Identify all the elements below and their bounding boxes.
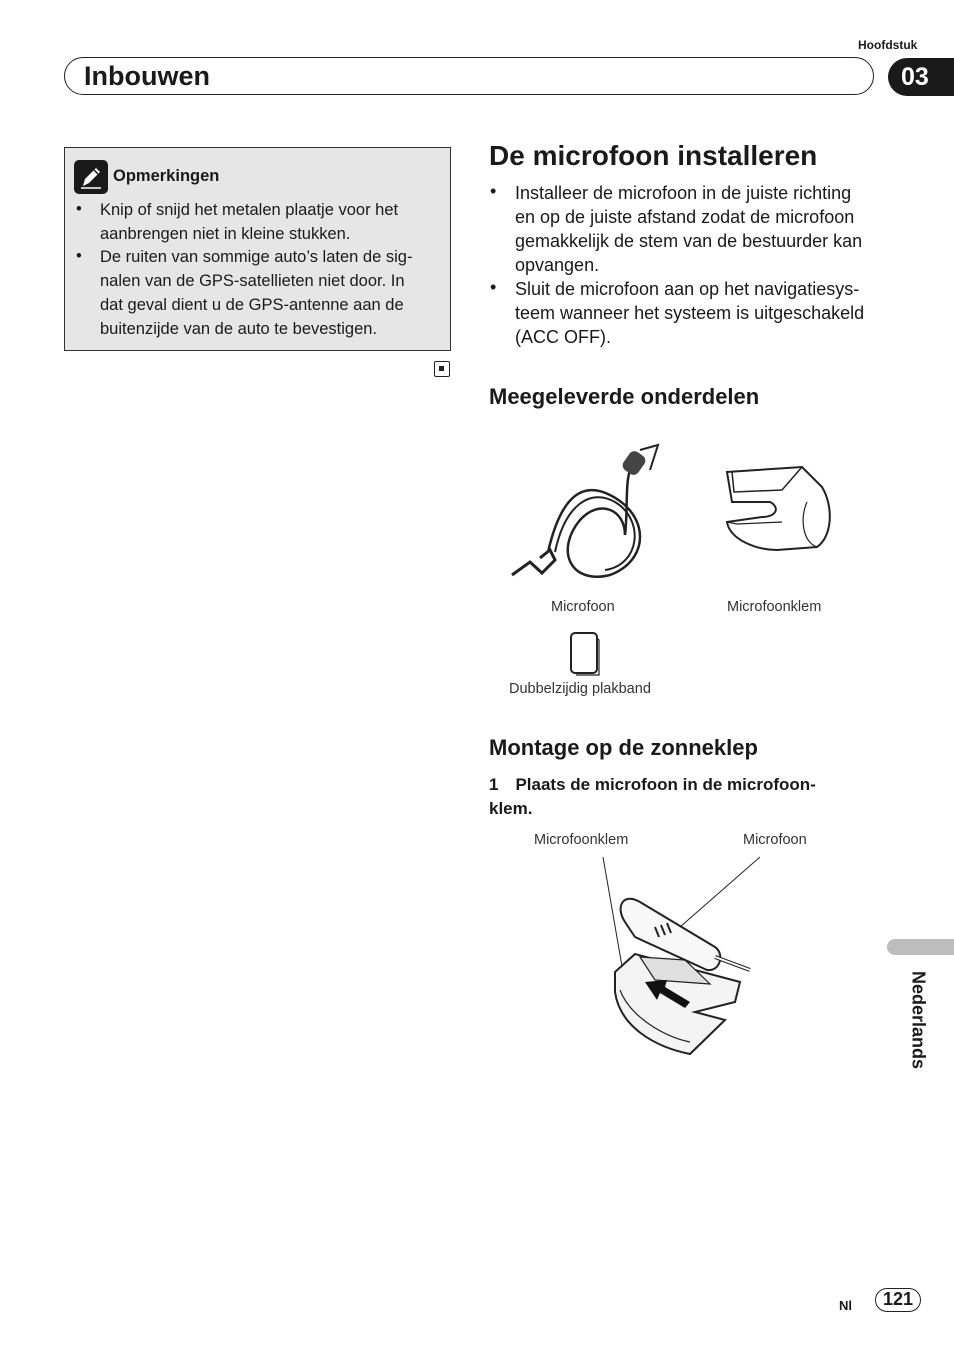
main-heading: De microfoon installeren (489, 140, 818, 171)
tape-illustration (568, 630, 602, 678)
microphone-caption: Microfoon (551, 599, 615, 615)
section-end-mark (434, 361, 450, 377)
bullet-line: gemakkelijk de stem van de bestuurder kan (515, 231, 863, 251)
note-line: dat geval dient u de GPS-antenne aan de (100, 296, 404, 314)
mounting-illustration (595, 852, 760, 1057)
note-item-2 (100, 245, 440, 341)
bullet-line: en op de juiste afstand zodat de microfoon (515, 207, 855, 227)
note-line: Knip of snijd het metalen plaatje voor het (100, 201, 399, 219)
note-line: buitenzijde van de auto te bevestigen. (100, 320, 378, 338)
step-line: klem. (489, 799, 533, 818)
chapter-label: Hoofdstuk (858, 38, 918, 52)
section-title: Inbouwen (84, 61, 210, 91)
bullet-line: Sluit de microfoon aan op het navigatiesys- (515, 279, 860, 299)
note-line: aanbrengen niet in kleine stukken. (100, 225, 351, 243)
bullet: • (490, 181, 497, 201)
bullet-line: (ACC OFF). (515, 327, 611, 347)
clip-caption: Microfoonklem (727, 599, 822, 615)
step-1 (489, 773, 869, 821)
bullet-line: opvangen. (515, 255, 600, 275)
note-bullet: • (76, 200, 82, 218)
footer-language-code: Nl (839, 1298, 852, 1313)
bullet-item-2 (515, 277, 883, 349)
side-tab (887, 939, 954, 955)
chapter-number-badge: 03 (888, 58, 954, 96)
note-bullet: • (76, 247, 82, 265)
mounting-heading: Montage op de zonneklep (489, 735, 758, 760)
microphone-illustration (500, 440, 670, 590)
parts-heading: Meegeleverde onderdelen (489, 384, 760, 409)
microphone-clip-illustration (722, 462, 834, 554)
tape-caption: Dubbelzijdig plakband (509, 681, 651, 697)
note-line: De ruiten van sommige auto’s laten de sig- (100, 248, 413, 266)
bullet-item-1 (515, 181, 883, 277)
page-number: 121 (875, 1288, 921, 1312)
bullet: • (490, 277, 497, 297)
notes-title: Opmerkingen (113, 167, 220, 185)
step-line: 1 Plaats de microfoon in de microfoon- (489, 775, 816, 794)
bullet-line: Installeer de microfoon in de juiste richting (515, 183, 852, 203)
side-language-label: Nederlands (908, 970, 929, 1070)
label-clip: Microfoonklem (534, 832, 629, 848)
note-line: nalen van de GPS-satellieten niet door. In (100, 272, 405, 290)
note-item-1 (100, 198, 440, 246)
label-microphone: Microfoon (743, 832, 807, 848)
pencil-note-icon (74, 160, 108, 194)
bullet-line: teem wanneer het systeem is uitgeschakeld (515, 303, 865, 323)
